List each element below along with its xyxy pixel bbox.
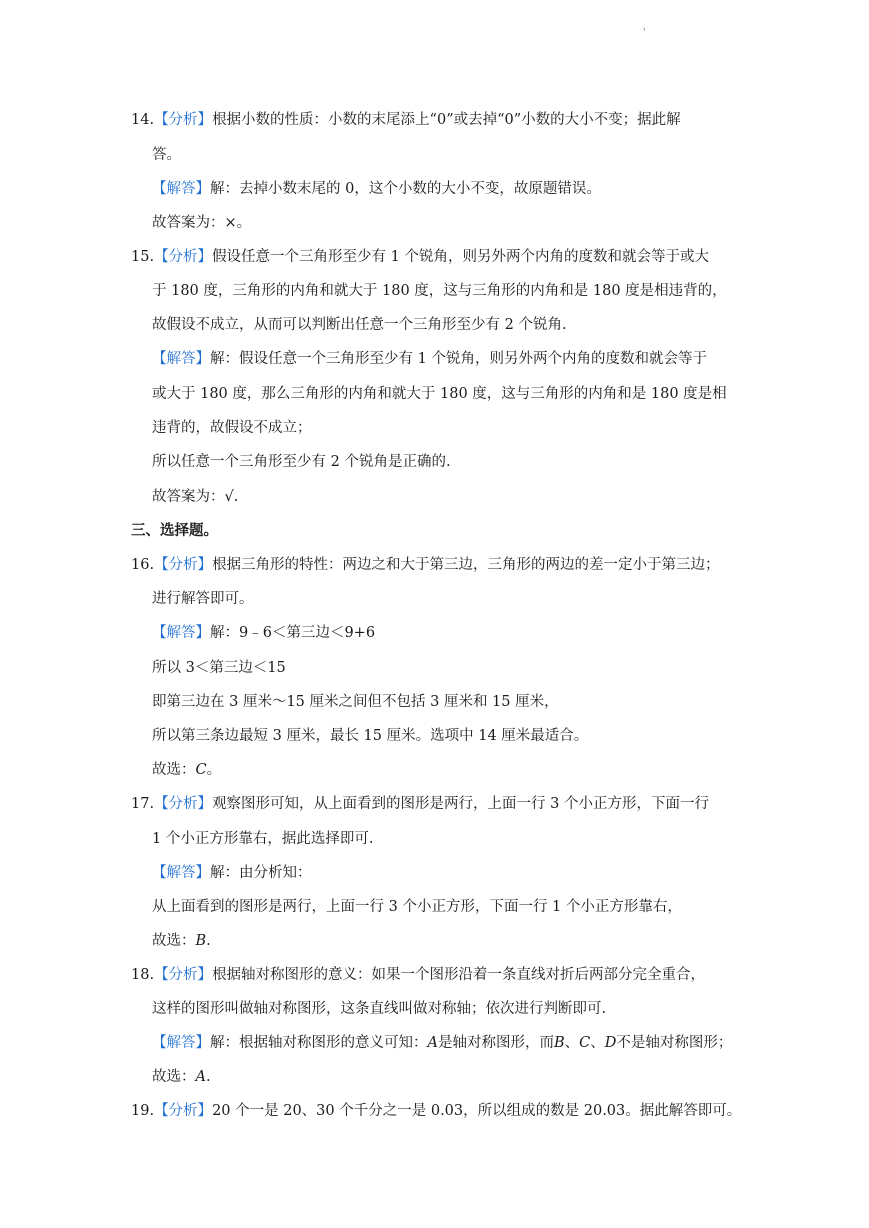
- q14-solution-line-1: [152, 179, 601, 199]
- q15-analysis-line-3: 故假设不成立，从而可以判断出任意一个三角形至少有 2 个锐角.: [152, 317, 567, 333]
- q15-solution-line-1: [152, 349, 707, 369]
- q15-analysis-line-1: [131, 247, 709, 267]
- q18-analysis-line-2: 这样的图形叫做轴对称图形，这条直线叫做对称轴；依次进行判断即可.: [152, 1001, 607, 1017]
- q18-answer-prefix: 故选：: [152, 1069, 196, 1085]
- q17-answer-letter: B: [195, 933, 207, 949]
- q18-number: 18.: [131, 967, 155, 983]
- q19-number: 19.: [131, 1103, 155, 1119]
- q14-analysis-line-1: [131, 110, 681, 130]
- q16-answer: [152, 760, 221, 780]
- q15-solution-line-2: 或大于 180 度，那么三角形的内角和就大于 180 度，这与三角形的内角和是 180 度是相: [152, 386, 727, 402]
- header-mark: ': [643, 28, 646, 38]
- q18-var-d: D: [604, 1035, 617, 1051]
- q14-number: 14.: [131, 112, 155, 128]
- q18-answer-letter: A: [195, 1069, 206, 1085]
- q17-answer: [152, 931, 211, 951]
- q18-answer: [152, 1067, 211, 1087]
- q15-analysis-text: 假设任意一个三角形至少有 1 个锐角，则另外两个内角的度数和就会等于或大: [212, 249, 710, 265]
- q19-analysis-tag: 【分析】: [154, 1103, 213, 1119]
- q18-solution-text-pre: 解：根据轴对称图形的意义可知：: [210, 1035, 428, 1051]
- q14-analysis-tag: 【分析】: [154, 112, 213, 128]
- q17-solution-line-2: 从上面看到的图形是两行，上面一行 3 个小正方形，下面一行 1 个小正方形靠右，: [152, 899, 682, 915]
- q17-analysis-tag: 【分析】: [154, 796, 213, 812]
- q16-analysis-line-2: 进行解答即可。: [152, 591, 254, 607]
- q16-answer-prefix: 故选：: [152, 762, 196, 778]
- q16-solution-tag: 【解答】: [152, 625, 210, 641]
- q15-number: 15.: [131, 249, 155, 265]
- q19-analysis-text: 20 个一是 20、30 个千分之一是 0.03，所以组成的数是 20.03。据此解答即可。: [212, 1103, 742, 1119]
- q18-analysis-line-1: [131, 965, 705, 985]
- q16-analysis-text: 根据三角形的特性：两边之和大于第三边，三角形的两边的差一定小于第三边；: [212, 557, 720, 573]
- q17-number: 17.: [131, 796, 155, 812]
- q14-solution-text: 解：去掉小数末尾的 0，这个小数的大小不变，故原题错误。: [210, 181, 601, 197]
- q16-solution-line-1: [152, 623, 375, 643]
- q17-analysis-text: 观察图形可知，从上面看到的图形是两行，上面一行 3 个小正方形，下面一行: [212, 796, 710, 812]
- q17-solution-text: 解：由分析知：: [210, 865, 312, 881]
- q15-solution-tag: 【解答】: [152, 351, 210, 367]
- q15-solution-line-4: 所以任意一个三角形至少有 2 个锐角是正确的.: [152, 454, 451, 470]
- q16-number: 16.: [131, 557, 155, 573]
- q17-answer-suffix: .: [206, 933, 211, 949]
- q15-solution-text: 解：假设任意一个三角形至少有 1 个锐角，则另外两个内角的度数和就会等于: [210, 351, 707, 367]
- q18-solution-tag: 【解答】: [152, 1035, 210, 1051]
- q15-answer: 故答案为：√.: [152, 489, 239, 505]
- q15-analysis-line-2: 于 180 度，三角形的内角和就大于 180 度，这与三角形的内角和是 180 度是相违背的，: [152, 283, 727, 299]
- q15-analysis-tag: 【分析】: [154, 249, 213, 265]
- q15-solution-line-3: 违背的，故假设不成立；: [152, 420, 312, 436]
- q17-answer-prefix: 故选：: [152, 933, 196, 949]
- q17-analysis-line-1: [131, 794, 709, 814]
- q16-analysis-line-1: [131, 555, 720, 575]
- q16-solution-line-2: 所以 3＜第三边＜15: [152, 660, 286, 676]
- q16-solution-text: 解：9﹣6＜第三边＜9+6: [210, 625, 376, 641]
- section-heading: 三、选择题。: [131, 522, 218, 539]
- q18-analysis-text: 根据轴对称图形的意义：如果一个图形沿着一条直线对折后两部分完全重合，: [212, 967, 706, 983]
- q16-answer-suffix: 。: [206, 762, 222, 778]
- q16-solution-line-4: 所以第三条边最短 3 厘米，最长 15 厘米。选项中 14 厘米最适合。: [152, 728, 589, 744]
- q18-sep-1: 、: [564, 1035, 580, 1051]
- q17-analysis-line-2: 1 个小正方形靠右，据此选择即可.: [152, 831, 374, 847]
- q14-solution-tag: 【解答】: [152, 181, 210, 197]
- q14-analysis-text: 根据小数的性质：小数的末尾添上“0”或去掉“0”小数的大小不变；据此解: [212, 112, 681, 128]
- q18-analysis-tag: 【分析】: [154, 967, 213, 983]
- q18-var-b: B: [553, 1035, 565, 1051]
- q19-analysis-line-1: [131, 1101, 741, 1121]
- q14-analysis-line-2: 答。: [152, 147, 181, 163]
- q16-answer-letter: C: [195, 762, 207, 778]
- q18-var-c: C: [579, 1035, 591, 1051]
- q16-analysis-tag: 【分析】: [154, 557, 213, 573]
- q18-solution-text-mid: 是轴对称图形，而: [437, 1035, 554, 1051]
- q14-answer: 故答案为：×。: [152, 215, 252, 231]
- q17-solution-line-1: [152, 863, 312, 883]
- q18-solution-line-1: [152, 1033, 732, 1053]
- q18-answer-suffix: .: [205, 1069, 211, 1085]
- q18-solution-text-post: 不是轴对称图形；: [616, 1035, 733, 1051]
- q17-solution-tag: 【解答】: [152, 865, 210, 881]
- q16-solution-line-3: 即第三边在 3 厘米～15 厘米之间但不包括 3 厘米和 15 厘米，: [152, 694, 559, 710]
- q18-var-a: A: [427, 1035, 438, 1051]
- q18-sep-2: 、: [590, 1035, 605, 1051]
